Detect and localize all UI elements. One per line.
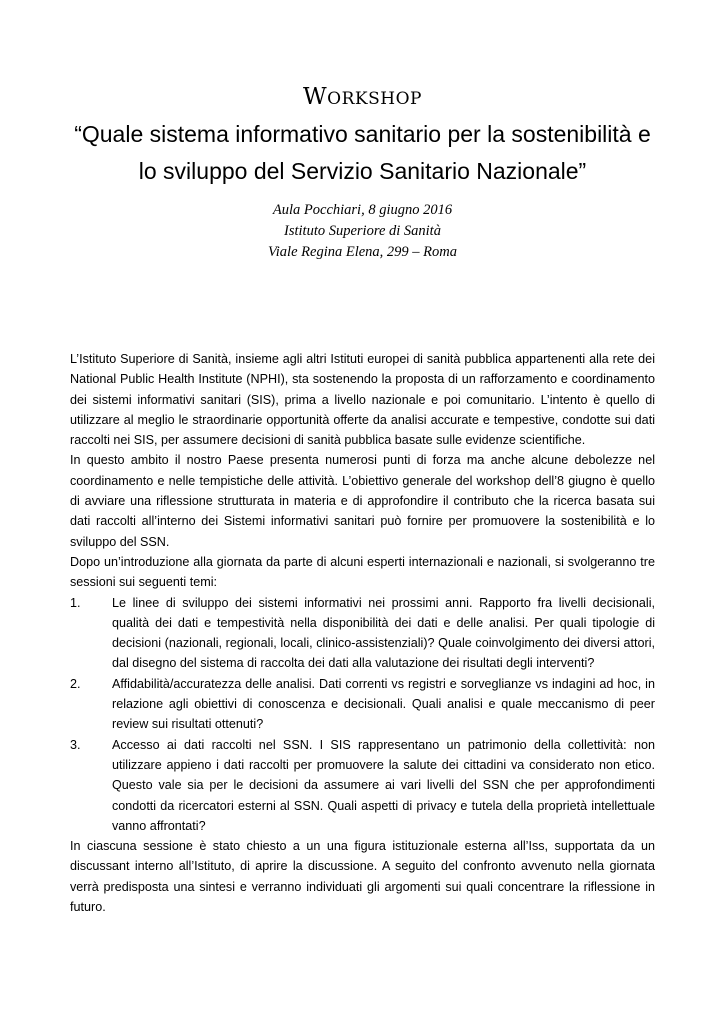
- list-item-number: 1.: [70, 595, 81, 610]
- paragraph-sessions-intro: Dopo un’introduzione alla giornata da parte di alcuni esperti internazionali e nazionali, si svolgeranno tre sessioni sui seguenti temi:: [70, 554, 655, 590]
- list-item-number: 2.: [70, 676, 81, 691]
- title-line-1: “Quale sistema informativo sanitario per la sostenibilità e: [74, 121, 651, 147]
- body-text: [70, 349, 655, 917]
- venue-block: [0, 200, 725, 263]
- venue-date: Aula Pocchiari, 8 giugno 2016: [272, 202, 453, 218]
- list-item: [70, 593, 655, 674]
- list-item-text: Accesso ai dati raccolti nel SSN. I SIS rappresentano un patrimonio della collettività: non utilizzare appieno i dati raccolti per promuovere la salute dei cittadini va considerato non etico. Questo vale sia per le decisioni da assumere ai vari livelli del SSN che per approfondimenti condotti da ricercatori esterni al SSN. Quali aspetti di privacy e tutela della proprietà intellettuale vanno affrontati?: [112, 737, 655, 833]
- workshop-label-rest: ORKSHOP: [327, 89, 422, 109]
- title-line-2: lo sviluppo del Servizio Sanitario Nazionale”: [138, 158, 587, 184]
- venue-address: Viale Regina Elena, 299 – Roma: [268, 244, 457, 260]
- paragraph-closing: In ciascuna sessione è stato chiesto a un una figura istituzionale esterna all’Iss, supportata da un discussant interno all’Istituto, di aprire la discussione. A seguito del confronto avvenuto nella giornata verrà predisposta una sintesi e verranno individuati gli argomenti sui quali concentrare la riflessione in futuro.: [70, 839, 655, 915]
- list-item-text: Affidabilità/accuratezza delle analisi. Dati correnti vs registri e sorveglianze vs indagini ad hoc, in relazione agli obiettivi di conoscenza e decisionali. Quali analisi e quale meccanismo di peer review sui risultati ottenuti?: [112, 676, 655, 732]
- list-item-text: Le linee di sviluppo dei sistemi informativi nei prossimi anni. Rapporto fra livelli decisionali, qualità dei dati e tempestività nella disponibilità dei dati e delle analisi. Per quali tipologie di decisioni (nazionali, regionali, locali, clinico-assistenziali)? Quale coinvolgimento dei diversi attori, dal disegno del sistema di raccolta dei dati alla valutazione dei risultati degli interventi?: [112, 595, 655, 671]
- paragraph-context: In questo ambito il nostro Paese presenta numerosi punti di forza ma anche alcune debolezze nel coordinamento e nelle tempistiche delle attività. L’obiettivo generale del workshop dell’8 giugno è quello di avviare una riflessione strutturata in materia e di approfondire il contributo che la ricerca basata sui dati raccolti all’interno dei Sistemi informativi sanitari può fornire per promuovere la sostenibilità e lo sviluppo del SSN.: [70, 453, 655, 549]
- venue-institute: Istituto Superiore di Sanità: [284, 223, 441, 239]
- list-item: [70, 735, 655, 836]
- workshop-label: [0, 84, 725, 110]
- list-item: [70, 674, 655, 735]
- list-item-number: 3.: [70, 737, 81, 752]
- document-title: [40, 116, 685, 190]
- paragraph-intro: L’Istituto Superiore di Sanità, insieme agli altri Istituti europei di sanità pubblica appartenenti alla rete dei National Public Health Institute (NPHI), sta sostenendo la proposta di un rafforzamento e coordinamento dei sistemi informativi sanitari (SIS), prima a livello nazionale e poi comunitario. L’intento è quello di utilizzare al meglio le straordinarie opportunità offerte da analisi accurate e tempestive, condotte sui dati raccolti nei SIS, per assumere decisioni di sanità pubblica basate sulle evidenze scientifiche.: [70, 352, 655, 448]
- workshop-label-initial: W: [303, 84, 328, 110]
